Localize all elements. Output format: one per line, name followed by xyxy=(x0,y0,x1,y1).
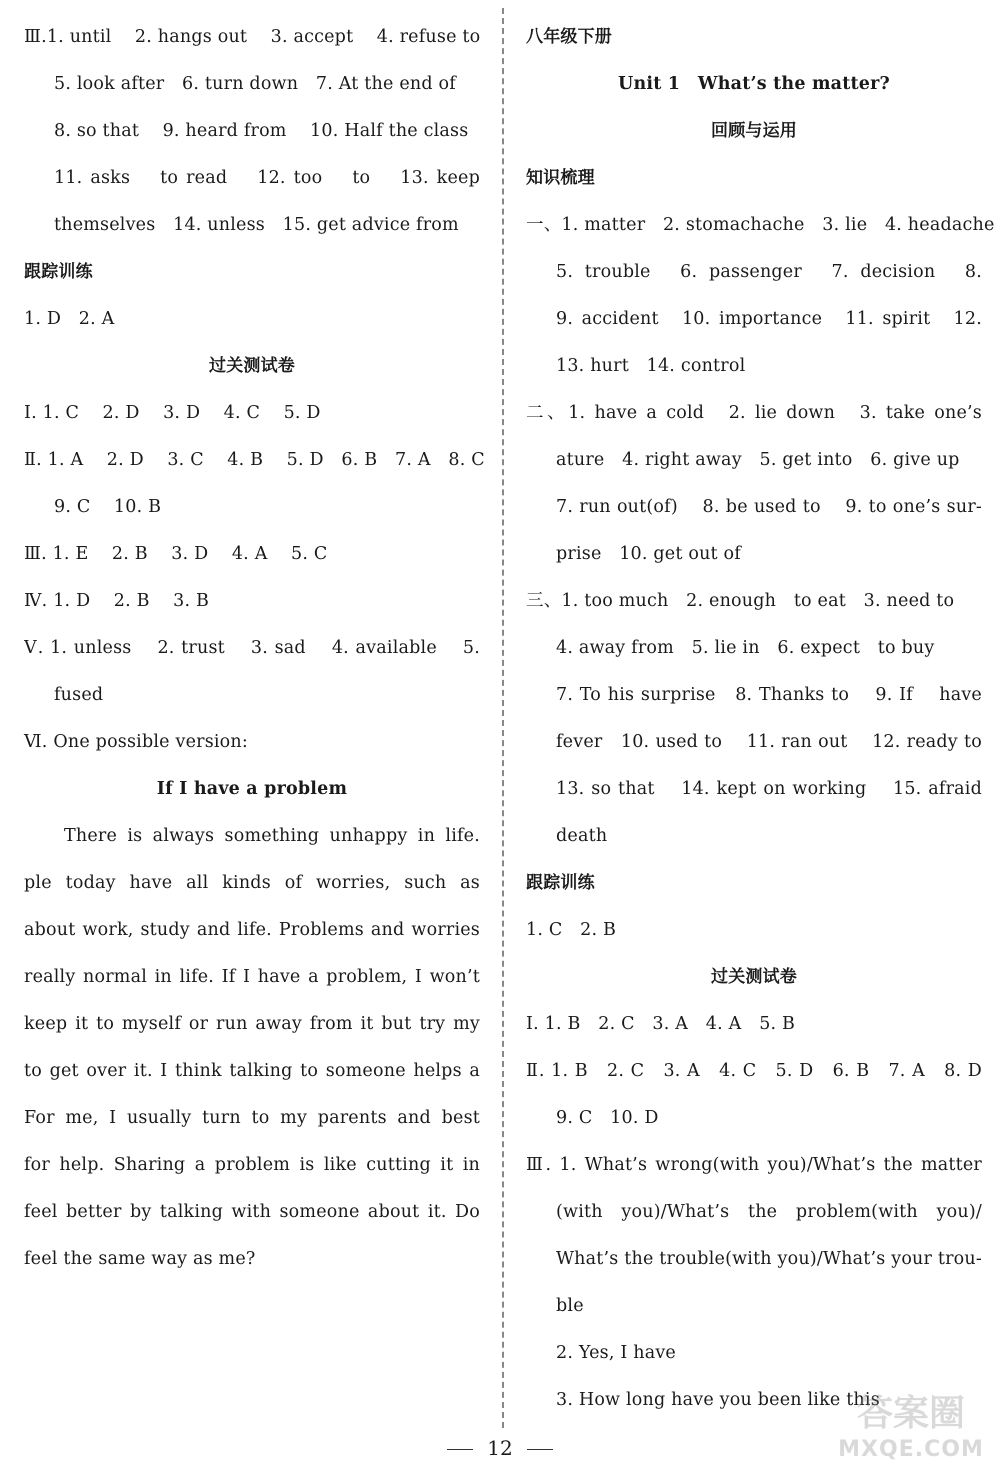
right-line: 4. away from 5. lie in 6. expect to buy xyxy=(556,638,935,658)
right-line: 13. hurt 14. control xyxy=(556,356,746,376)
left-line: Ⅴ. 1. unless 2. trust 3. sad 4. available 5. xyxy=(24,638,480,658)
left-line: ple today have all kinds of worries, such as xyxy=(24,873,480,893)
left-line: for help. Sharing a problem is like cutting it in xyxy=(24,1155,480,1175)
left-line: 1. D 2. A xyxy=(24,309,115,329)
footer-dash-left xyxy=(447,1449,473,1450)
page-number: 12 xyxy=(487,1436,513,1460)
right-line: 一、1. matter 2. stomachache 3. lie 4. headache xyxy=(526,215,995,235)
right-line: Ⅰ. 1. B 2. C 3. A 4. A 5. B xyxy=(526,1014,796,1034)
right-line: 知识梳理 xyxy=(526,168,595,188)
right-line: 2. Yes, I have xyxy=(556,1343,676,1363)
right-line: Ⅱ. 1. B 2. C 3. A 4. C 5. D 6. B 7. A 8. D xyxy=(526,1061,982,1081)
right-line: 三、1. too much 2. enough to eat 3. need to xyxy=(526,591,955,611)
left-line: 8. so that 9. heard from 10. Half the class xyxy=(54,121,469,141)
left-line: If I have a problem xyxy=(156,779,348,799)
left-line: There is always something unhappy in life. xyxy=(64,826,480,846)
right-line: 9. C 10. D xyxy=(556,1108,659,1128)
right-column xyxy=(526,14,995,1424)
left-line: Ⅱ. 1. A 2. D 3. C 4. B 5. D 6. B 7. A 8. C xyxy=(24,450,485,470)
right-line: (with you)/What’s the problem(with you)/ xyxy=(556,1202,982,1222)
right-line: What’s the trouble(with you)/What’s your trou- xyxy=(556,1249,982,1269)
left-line: For me, I usually turn to my parents and best xyxy=(24,1108,480,1128)
right-line: 1. C 2. B xyxy=(526,920,617,940)
right-line: prise 10. get out of xyxy=(556,544,741,564)
right-line: death xyxy=(556,826,608,846)
footer-dash-right xyxy=(527,1449,553,1450)
left-line: 跟踪训练 xyxy=(24,262,93,282)
right-line: Ⅲ. 1. What’s wrong(with you)/What’s the matter xyxy=(526,1155,982,1175)
right-line: 13. so that 14. kept on working 15. afraid xyxy=(556,779,982,799)
left-line: to get over it. I think talking to someone helps a xyxy=(24,1061,480,1081)
left-line: 9. C 10. B xyxy=(54,497,162,517)
column-divider xyxy=(502,8,504,1428)
left-line: 5. look after 6. turn down 7. At the end of xyxy=(54,74,456,94)
left-line: fused xyxy=(54,685,104,705)
left-line: feel the same way as me? xyxy=(24,1249,256,1269)
right-line: Unit 1 What’s the matter? xyxy=(618,74,890,94)
right-line: 八年级下册 xyxy=(526,27,612,47)
left-line: about work, study and life. Problems and worries xyxy=(24,920,480,940)
left-line: themselves 14. unless 15. get advice from xyxy=(54,215,459,235)
left-line: really normal in life. If I have a problem, I won’t xyxy=(24,967,480,987)
right-line: 跟踪训练 xyxy=(526,873,595,893)
left-line: Ⅲ.1. until 2. hangs out 3. accept 4. refuse to xyxy=(24,27,481,47)
watermark-en: MXQE.COM xyxy=(838,1437,984,1462)
left-line: Ⅲ. 1. E 2. B 3. D 4. A 5. C xyxy=(24,544,328,564)
right-line: 7. run out(of) 8. be used to 9. to one’s sur- xyxy=(556,497,982,517)
left-column xyxy=(24,14,485,1283)
left-line: Ⅳ. 1. D 2. B 3. B xyxy=(24,591,210,611)
left-line: Ⅵ. One possible version: xyxy=(24,732,248,752)
left-line: keep it to myself or run away from it but try my xyxy=(24,1014,480,1034)
right-line: ature 4. right away 5. get into 6. give up xyxy=(556,450,960,470)
right-line: 回顾与运用 xyxy=(711,121,797,141)
left-line: feel better by talking with someone about it. Do xyxy=(24,1202,480,1222)
left-line: Ⅰ. 1. C 2. D 3. D 4. C 5. D xyxy=(24,403,321,423)
right-line: fever 10. used to 11. ran out 12. ready to xyxy=(556,732,982,752)
watermark-logo xyxy=(836,1392,986,1474)
right-line: 7. To his surprise 8. Thanks to 9. If have xyxy=(556,685,982,705)
right-line: 5. trouble 6. passenger 7. decision 8. xyxy=(556,262,982,282)
left-line: 11. asks to read 12. too to 13. keep xyxy=(54,168,480,188)
right-line: 过关测试卷 xyxy=(711,967,797,987)
watermark-cn: 答案圈 xyxy=(856,1393,965,1434)
right-line: ble xyxy=(556,1296,584,1316)
right-line: 二、1. have a cold 2. lie down 3. take one’s xyxy=(526,403,982,423)
left-line: 过关测试卷 xyxy=(209,356,295,376)
right-line: 3. How long have you been like this xyxy=(556,1390,880,1410)
right-line: 9. accident 10. importance 11. spirit 12. xyxy=(556,309,982,329)
